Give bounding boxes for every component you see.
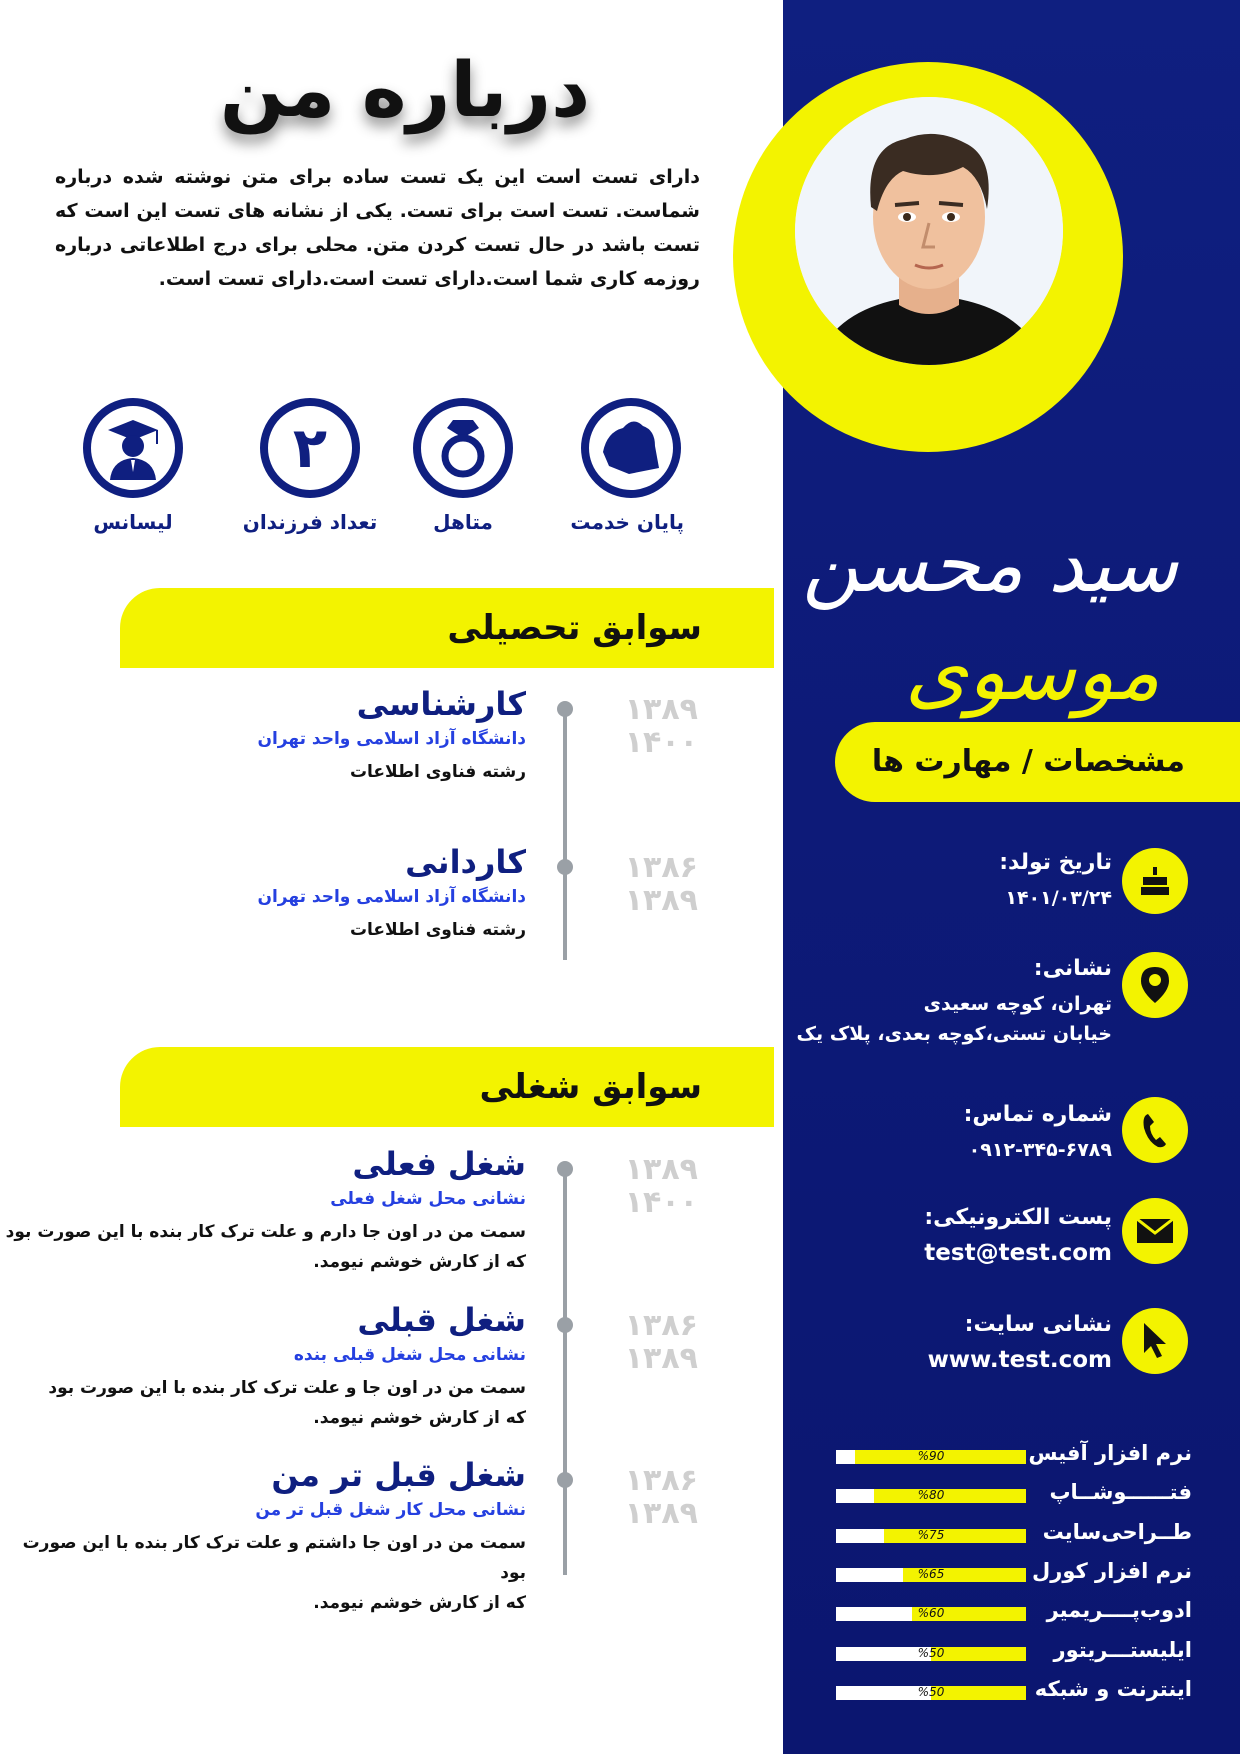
specs-title: مشخصات / مهارت ها [871,744,1185,779]
cake-icon [1122,848,1188,914]
work-desc-2a: سمت من در اون جا و علت ترک کار بنده با این صورت بود [48,1378,526,1398]
website-info [928,1312,1112,1375]
profile-photo [795,97,1063,452]
work-desc-1a: سمت من در اون جا دارم و علت ترک کار بنده با این صورت بود [5,1222,526,1242]
work-title-1: شغل فعلی [352,1145,526,1183]
skill-row [836,1598,1192,1624]
skill-row [836,1637,1192,1664]
about-title: درباره من [219,45,591,134]
work-entry-3 [0,1456,526,1618]
address-label: نشانی: [1033,956,1112,981]
badge-military [570,398,684,534]
education-title: سوابق تحصیلی [447,608,702,648]
skill-bar [836,1607,1026,1621]
phone-icon [1122,1097,1188,1163]
skill-row [836,1676,1192,1703]
cursor-icon [1122,1308,1188,1374]
skill-row [836,1519,1192,1546]
education-university-1: دانشگاه آزاد اسلامی واحد تهران [257,729,526,749]
phone-info [964,1102,1112,1165]
skill-percent: %75 [917,1527,945,1542]
skill-bar [836,1686,1026,1700]
email-value[interactable]: test@test.com [924,1240,1112,1266]
skill-bar [836,1647,1026,1661]
badge-military-label: پایان خدمت [570,510,684,534]
name-first: سید محسن [802,520,1178,610]
education-field-1: رشته فناوی اطلاعات [349,762,526,782]
work-desc-1b: که از کارش خوشم نیومد. [313,1252,526,1272]
education-timeline [563,705,567,960]
avatar-illustration [795,97,1063,365]
education-field-2: رشته فناوی اطلاعات [349,920,526,940]
ring-icon [413,398,513,498]
skill-row [836,1558,1192,1585]
work-desc-3b: که از کارش خوشم نیومد. [313,1593,526,1613]
education-entry-2 [257,843,526,945]
skill-row [836,1480,1192,1506]
work-title-2: شغل قبلی [357,1301,526,1339]
address-info [797,956,1112,1049]
specs-banner [835,722,1240,802]
timeline-dot [557,1317,573,1333]
envelope-icon [1122,1198,1188,1264]
work-years-2: ۱۳۸۶ ۱۳۸۹ [624,1308,698,1376]
work-entry-1 [6,1145,526,1277]
work-address-3: نشانی محل کار شغل قبل تر من [255,1500,526,1520]
website-value[interactable]: www.test.com [927,1347,1112,1373]
timeline-dot [557,701,573,717]
badge-children [242,398,378,534]
timeline-dot [557,859,573,875]
phone-value[interactable]: ۰۹۱۲-۳۴۵-۶۷۸۹ [968,1139,1112,1161]
location-pin-icon [1122,952,1188,1018]
work-years-3: ۱۳۸۶ ۱۳۸۹ [624,1463,698,1531]
education-university-2: دانشگاه آزاد اسلامی واحد تهران [257,887,526,907]
badge-degree-label: لیسانس [93,510,173,534]
email-label: پست الکترونیکی: [924,1205,1112,1230]
skill-row [836,1441,1192,1467]
work-title-3: شغل قبل تر من [271,1456,526,1494]
children-count-value: ۲ [292,415,328,481]
timeline-dot [557,1472,573,1488]
education-entry-1 [257,685,526,787]
work-entry-2 [48,1301,526,1433]
skill-bar [836,1450,1026,1464]
children-count-icon [260,398,360,498]
skill-bar [836,1489,1026,1503]
work-banner [120,1047,774,1127]
education-degree-1: کارشناسی [356,685,526,723]
skill-percent: %50 [917,1645,945,1660]
birth-info [999,850,1112,913]
work-desc-3a: سمت من در اون جا داشتم و علت ترک کار بنده با این صورت بود [22,1533,526,1583]
skill-name: فتــــــوشــاپ [1049,1480,1192,1505]
work-address-2: نشانی محل شغل قبلی بنده [293,1345,526,1365]
phone-label: شماره تماس: [963,1102,1112,1127]
education-years-1: ۱۳۸۹ ۱۴۰۰ [624,692,698,760]
address-line-2: خیابان تستی،کوچه بعدی، پلاک یک [796,1023,1112,1045]
skill-name: اینترنت و شبکه [1034,1676,1192,1701]
military-service-icon [581,398,681,498]
skill-name: ادوب‌پــــریمیر [1046,1598,1192,1623]
work-timeline [563,1165,567,1575]
skill-name: ایلیستـــریتور [1053,1637,1192,1662]
email-info [924,1205,1112,1268]
birth-value: ۱۴۰۱/۰۳/۲۴ [1005,887,1112,909]
education-banner [120,588,774,668]
skill-bar [836,1568,1026,1582]
timeline-dot [557,1161,573,1177]
name-last: موسوی [904,625,1160,718]
work-address-1: نشانی محل شغل فعلی [330,1189,526,1209]
skill-percent: %80 [917,1488,945,1503]
skill-percent: %65 [917,1566,945,1581]
avatar [795,97,1063,365]
skill-percent: %50 [917,1684,945,1699]
education-years-2: ۱۳۸۶ ۱۳۸۹ [624,850,698,918]
graduate-icon [83,398,183,498]
skill-percent: %90 [917,1449,945,1463]
badge-married-label: متاهل [433,510,493,534]
work-years-1: ۱۳۸۹ ۱۴۰۰ [624,1152,698,1220]
badge-children-label: تعداد فرزندان [242,510,378,534]
work-title: سوابق شغلی [479,1067,702,1107]
skill-bar [836,1529,1026,1543]
work-desc-2b: که از کارش خوشم نیومد. [313,1408,526,1428]
website-label: نشانی سایت: [964,1312,1112,1337]
badge-married [410,398,516,534]
badge-degree [80,398,186,534]
about-text: دارای تست است این یک تست ساده برای متن نوشته شده درباره شماست. تست است برای تست. یکی از نشانه های تست این است که تست باشد در حال تست کردن متن. محلی برای درج اطلاعاتی درباره روزمه کاری شما است.دارای تست است.دارای تست است. [55,166,700,290]
education-degree-2: کاردانی [405,843,526,881]
skill-name: طــراحی‌سایت [1042,1519,1192,1544]
skill-name: نرم افزار آفیس [1028,1441,1192,1465]
skill-percent: %60 [917,1606,945,1621]
birth-label: تاریخ تولد: [999,850,1112,875]
skill-name: نرم افزار کورل [1032,1558,1192,1583]
address-line-1: تهران، کوچه سعیدی [923,993,1112,1015]
